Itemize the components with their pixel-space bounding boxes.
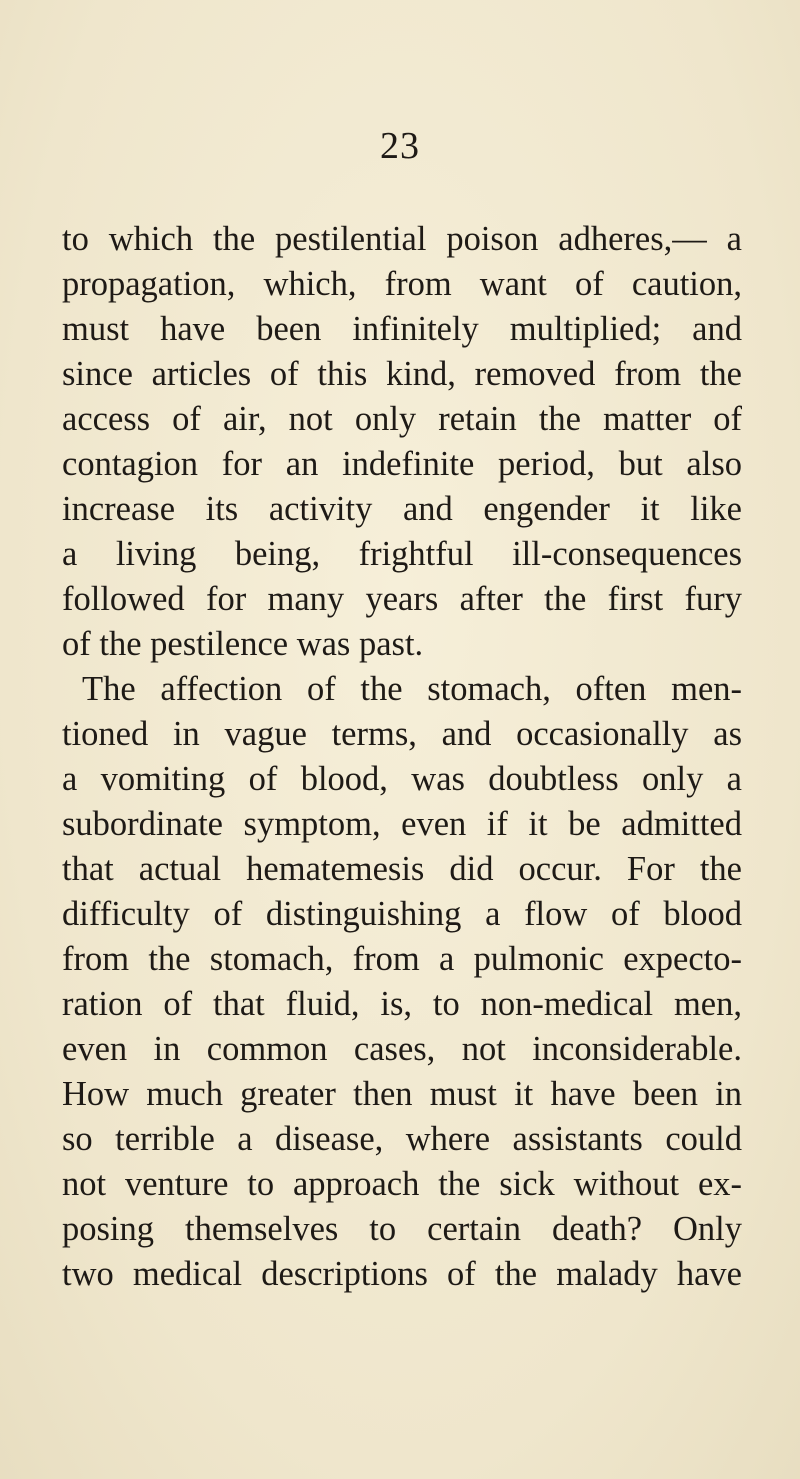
body-text [62,217,742,1297]
text-line: a vomiting of blood, was doubtless only a [62,760,742,798]
text-line: not venture to approach the sick without ex- [62,1165,742,1203]
text-line: posing themselves to certain death? Only [62,1210,742,1248]
text-line: ration of that fluid, is, to non-medical men, [62,985,742,1023]
text-line: contagion for an indefinite period, but also [62,445,742,483]
text-line: from the stomach, from a pulmonic expecto- [62,940,742,978]
text-line: since articles of this kind, removed from the [62,355,742,393]
text-line-paragraph-start: The affection of the stomach, often men- [82,670,742,708]
text-line: How much greater then must it have been in [62,1075,742,1113]
text-line: difficulty of distinguishing a flow of blood [62,895,742,933]
text-line-paragraph-end: of the pestilence was past. [62,625,424,663]
text-line: a living being, frightful ill-consequences [62,535,742,573]
text-line: so terrible a disease, where assistants could [62,1120,742,1158]
text-line: must have been infinitely multiplied; and [62,310,742,348]
text-line: propagation, which, from want of caution, [62,265,742,303]
text-line: tioned in vague terms, and occasionally as [62,715,742,753]
text-line: access of air, not only retain the matter of [62,400,742,438]
text-line: increase its activity and engender it like [62,490,742,528]
text-line: even in common cases, not inconsiderable. [62,1030,742,1068]
text-line: to which the pestilential poison adheres,— a [62,220,742,258]
text-line: two medical descriptions of the malady have [62,1255,742,1293]
text-line: that actual hematemesis did occur. For the [62,850,742,888]
text-line: subordinate symptom, even if it be admitted [62,805,742,843]
page-number: 23 [380,125,420,167]
text-line: followed for many years after the first fury [62,580,742,618]
